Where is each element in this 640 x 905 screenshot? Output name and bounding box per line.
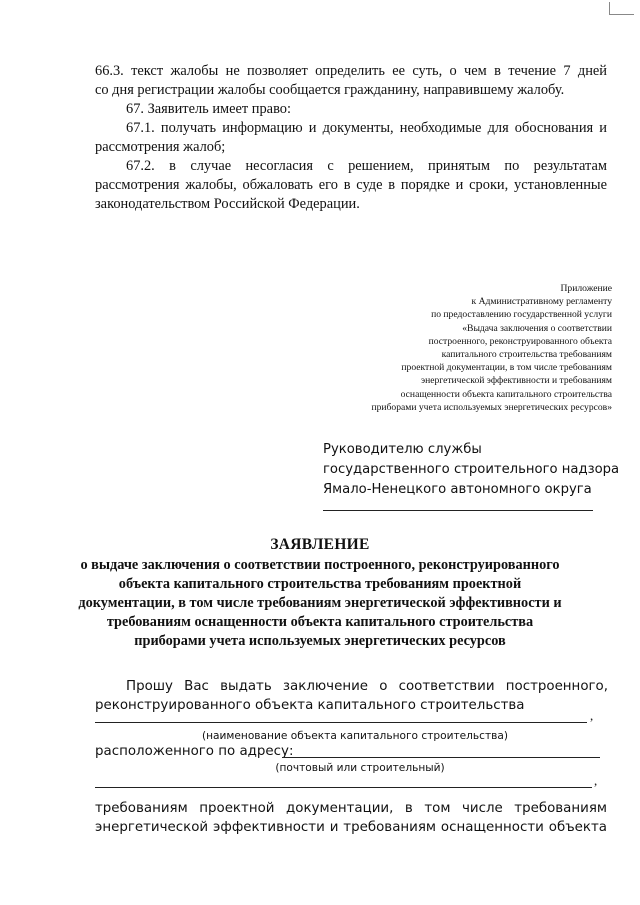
address-label: расположенного по адресу: (95, 744, 294, 759)
paragraph-66-3-line-2: со дня регистрации жалобы сообщается гражданину, направившему жалобу. (95, 82, 565, 98)
recipient-signature-line[interactable] (323, 510, 593, 511)
paragraph-67-2-line-3: законодательством Российской Федерации. (95, 196, 360, 212)
appendix-line: энергетической эффективности и требованиям (420, 375, 612, 387)
document-title: ЗАЯВЛЕНИЕ (270, 536, 370, 553)
subtitle-line: документации, в том числе требованиям энергетической эффективности и (78, 595, 562, 611)
requirements-line-1: требованиям проектной документации, в том числе требованиям (95, 801, 607, 816)
comma-mark: , (594, 773, 598, 788)
appendix-line: оснащенности объекта капитального строительства (400, 388, 612, 400)
address-field[interactable] (284, 757, 600, 758)
appendix-line: к Административному регламенту (471, 296, 612, 308)
paragraph-67-2-line-1: 67.2. в случае несогласия с решением, принятым по результатам (126, 158, 607, 174)
paragraph-67-1-line-1: 67.1. получать информацию и документы, необходимые для обоснования и (126, 120, 607, 136)
address-caption: (почтовый или строительный) (275, 762, 445, 774)
recipient-line: Руководителю службы (323, 442, 482, 457)
appendix-line: по предоставлению государственной услуги (431, 309, 612, 321)
paragraph-67-1-line-2: рассмотрения жалоб; (95, 139, 226, 155)
corner-mark (609, 2, 634, 15)
comma-mark: , (590, 708, 594, 723)
request-line-2: реконструированного объекта капитального строительства (95, 698, 525, 713)
requirements-line-2: энергетической эффективности и требованиям оснащенности объекта (95, 820, 607, 835)
object-name-caption: (наименование объекта капитального строительства) (201, 730, 509, 742)
paragraph-67-2-line-2: рассмотрения жалобы, обжаловать его в суде в порядке и сроки, установленные (95, 177, 607, 193)
appendix-line: приборами учета используемых энергетических ресурсов» (371, 401, 612, 413)
appendix-line: капитального строительства требованиям (441, 349, 612, 361)
paragraph-67: 67. Заявитель имеет право: (126, 101, 291, 117)
recipient-line: государственного строительного надзора (323, 462, 620, 477)
object-name-field[interactable] (95, 722, 587, 723)
recipient-line: Ямало-Ненецкого автономного округа (323, 482, 592, 497)
request-line-1: Прошу Вас выдать заключение о соответствии построенного, (126, 679, 608, 694)
subtitle-line: требованиям оснащенности объекта капитального строительства (106, 614, 534, 630)
paragraph-66-3-line-1: 66.3. текст жалобы не позволяет определить ее суть, о чем в течение 7 дней (95, 63, 607, 79)
recipient-block (323, 440, 619, 500)
appendix-line: «Выдача заключения о соответствии (462, 322, 612, 334)
appendix-line: Приложение (560, 283, 612, 294)
address-continuation-field[interactable] (95, 787, 592, 788)
subtitle-line: приборами учета используемых энергетических ресурсов (134, 633, 506, 649)
subtitle-line: о выдаче заключения о соответствии построенного, реконструированного (80, 557, 560, 573)
appendix-line: проектной документации, в том числе требованиям (401, 362, 612, 374)
document-subtitle (70, 556, 570, 651)
appendix-line: построенного, реконструированного объекта (428, 335, 612, 347)
subtitle-line: объекта капитального строительства требованиям проектной (118, 576, 522, 592)
appendix-note (292, 282, 612, 414)
